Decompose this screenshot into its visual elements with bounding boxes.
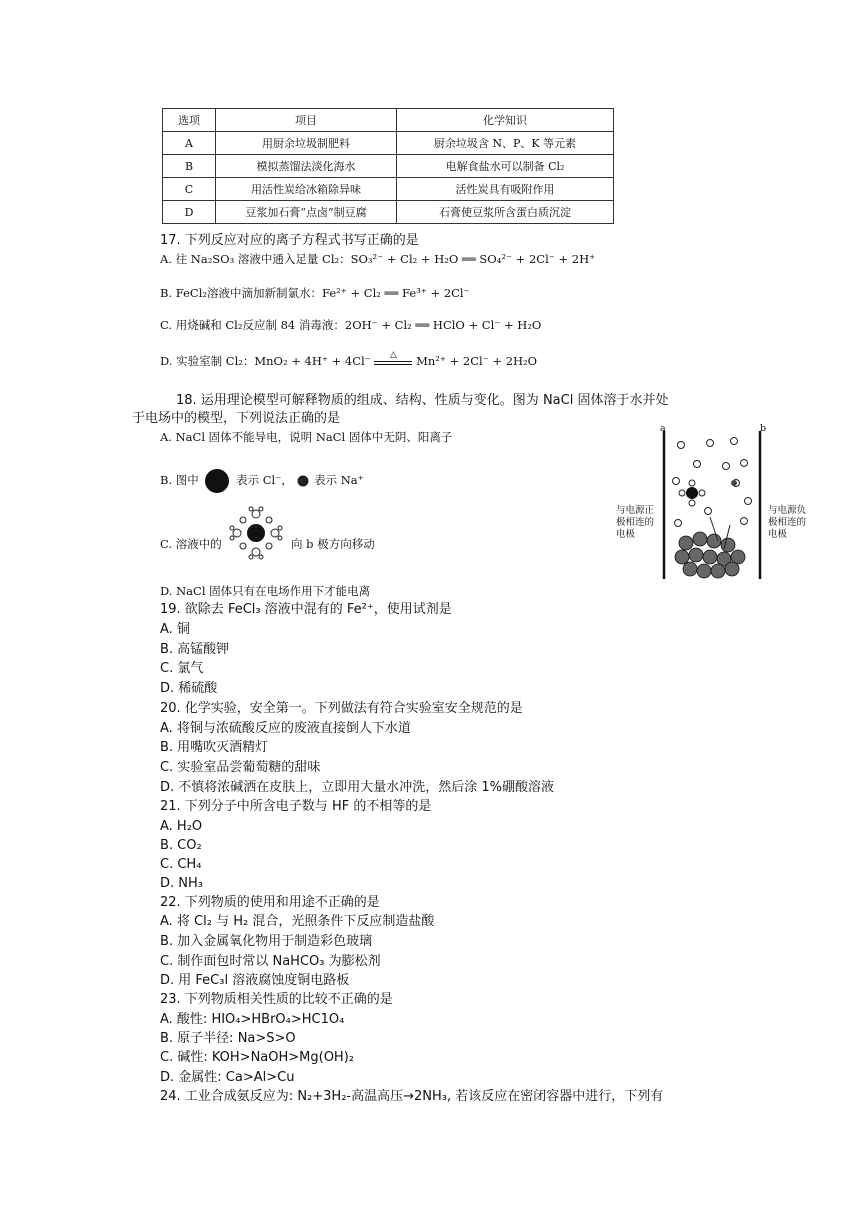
caption-line: 电极 [616, 529, 636, 540]
electrode-a-label: a [660, 423, 666, 434]
q19-option-d: D. 稀硫酸 [160, 681, 218, 696]
q19-option-a: A. 铜 [160, 622, 190, 637]
table-header-row [163, 109, 614, 132]
table-cell: 用活性炭给冰箱除异味 [216, 178, 397, 201]
diagram-canvas [606, 421, 818, 583]
caption-line: 极相连的 [768, 517, 807, 528]
q18-option-b [160, 466, 364, 496]
q17-d-right: Mn²⁺ + 2Cl⁻ + 2H₂O [416, 354, 538, 368]
caption-line: 极相连的 [616, 517, 655, 528]
q22-option-c: C. 制作面包时常以 NaHCO₃ 为膨松剂 [160, 954, 381, 969]
table-row [163, 132, 614, 155]
q17-d-left: D. 实验室制 Cl₂：MnO₂ + 4H⁺ + 4Cl⁻ [160, 354, 371, 368]
caption-line: 与电源正 [616, 505, 655, 516]
sodium-ion-icon [296, 474, 310, 488]
table-header: 化学知识 [397, 109, 614, 132]
q23-option-d: D. 金属性: Ca>Al>Cu [160, 1070, 295, 1085]
q21-stem: 21. 下列分子中所含电子数与 HF 的不相等的是 [160, 799, 432, 814]
table-row [163, 155, 614, 178]
chloride-ion-icon [202, 466, 232, 496]
q18-b-pre: B. 图中 [160, 473, 199, 487]
q21-option-d: D. NH₃ [160, 876, 203, 891]
q20-stem: 20. 化学实验，安全第一。下列做法有符合实验室安全规范的是 [160, 701, 523, 716]
table-cell: C [163, 178, 216, 201]
q22-option-a: A. 将 Cl₂ 与 H₂ 混合，光照条件下反应制造盐酸 [160, 914, 435, 929]
table-cell: 模拟蒸馏法淡化海水 [216, 155, 397, 178]
caption-line: 电极 [768, 529, 788, 540]
hydrated-chloride-icon [225, 502, 287, 564]
right-electrode-caption [768, 505, 806, 541]
q17-stem: 17. 下列反应对应的离子方程式书写正确的是 [160, 233, 419, 248]
q18-option-c [160, 526, 375, 564]
q22-option-d: D. 用 FeC₃l 溶液腐蚀度铜电路板 [160, 973, 350, 988]
q20-option-c: C. 实验室品尝葡萄糖的甜味 [160, 760, 321, 775]
electrode-b-label: b [760, 423, 767, 434]
q20-option-b: B. 用嘴吹灭酒精灯 [160, 740, 269, 755]
table-row [163, 178, 614, 201]
table-header: 选项 [163, 109, 216, 132]
table-cell: 用厨余垃圾制肥料 [216, 132, 397, 155]
electrolysis-diagram [606, 421, 818, 583]
q19-option-c: C. 氯气 [160, 661, 204, 676]
table-cell: A [163, 132, 216, 155]
q17-option-b: B. FeCl₂溶液中滴加新制氯水：Fe²⁺ + Cl₂ ══ Fe³⁺ + 2Cl⁻ [160, 286, 470, 300]
heat-symbol: △ [389, 350, 397, 360]
table-cell: 活性炭具有吸附作用 [397, 178, 614, 201]
q18-b-post: 表示 Na⁺ [314, 473, 364, 487]
q21-option-b: B. CO₂ [160, 838, 202, 853]
q19-option-b: B. 高锰酸钾 [160, 642, 230, 657]
q24-stem: 24. 工业合成氨反应为: N₂+3H₂-高温高压→2NH₃, 若该反应在密闭容器中进行，下列有 [160, 1089, 664, 1104]
q17-option-a: A. 往 Na₂SO₃ 溶液中通入足量 Cl₂：SO₃²⁻ + Cl₂ + H₂O ══ SO₄²⁻ + 2Cl⁻ + 2H⁺ [160, 252, 596, 266]
table-row [163, 201, 614, 224]
q21-option-a: A. H₂O [160, 819, 203, 834]
q21-option-c: C. CH₄ [160, 857, 202, 872]
heating-arrow [374, 350, 412, 365]
table-cell: D [163, 201, 216, 224]
q18-stem-line1: 18. 运用理论模型可解释物质的组成、结构、性质与变化。图为 NaCl 固体溶于水并处 [176, 393, 669, 408]
q18-stem-line2: 于电场中的模型，下列说法正确的是 [132, 411, 341, 426]
table-cell: 电解食盐水可以制备 Cl₂ [397, 155, 614, 178]
q22-option-b: B. 加入金属氧化物用于制造彩色玻璃 [160, 934, 373, 949]
q18-option-d: D. NaCl 固体只有在电场作用下才能电离 [160, 584, 371, 598]
q20-option-a: A. 将铜与浓硫酸反应的废液直接倒人下水道 [160, 721, 411, 736]
q23-stem: 23. 下列物质相关性质的比较不正确的是 [160, 992, 393, 1007]
left-electrode-caption [616, 505, 654, 541]
knowledge-table [162, 108, 614, 224]
q18-option-a: A. NaCl 固体不能导电，说明 NaCl 固体中无阴、阳离子 [160, 430, 453, 444]
q20-option-d: D. 不慎将浓碱洒在皮肤上，立即用大量水冲洗，然后涂 1%硼酸溶液 [160, 780, 555, 795]
q17-option-d [160, 352, 537, 370]
q23-option-a: A. 酸性: HIO₄>HBrO₄>HC1O₄ [160, 1012, 345, 1027]
table-cell: 厨余垃圾含 N、P、K 等元素 [397, 132, 614, 155]
table-cell: B [163, 155, 216, 178]
q22-stem: 22. 下列物质的使用和用途不正确的是 [160, 895, 380, 910]
table-cell: 豆浆加石膏“点卤”制豆腐 [216, 201, 397, 224]
table-header: 项目 [216, 109, 397, 132]
table-cell: 石膏使豆浆所含蛋白质沉淀 [397, 201, 614, 224]
caption-line: 与电源负 [768, 505, 807, 516]
q18-c-post: 向 b 极方向移动 [291, 537, 375, 551]
q23-option-b: B. 原子半径: Na>S>O [160, 1031, 296, 1046]
q19-stem: 19. 欲除去 FeCl₃ 溶液中混有的 Fe²⁺，使用试剂是 [160, 602, 452, 617]
q18-b-mid: 表示 Cl⁻， [236, 473, 293, 487]
q18-c-pre: C. 溶液中的 [160, 537, 222, 551]
q23-option-c: C. 碱性: KOH>NaOH>Mg(OH)₂ [160, 1050, 354, 1065]
q17-option-c: C. 用烧碱和 Cl₂反应制 84 消毒液：2OH⁻ + Cl₂ ══ HClO + Cl⁻ + H₂O [160, 318, 542, 332]
